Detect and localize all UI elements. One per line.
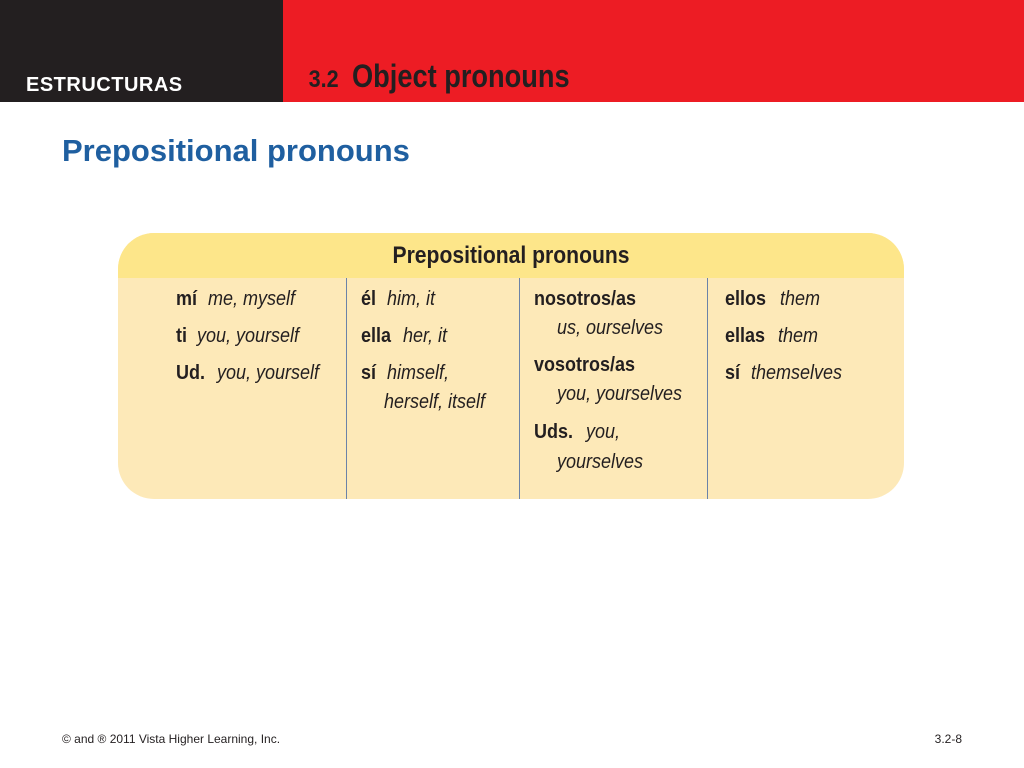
continuation-text: yourselves xyxy=(557,451,644,473)
section-heading xyxy=(307,58,608,95)
pronoun-term: ellos xyxy=(725,288,767,310)
pronoun-term: Ud. xyxy=(176,362,205,384)
pronoun-term: sí xyxy=(725,362,741,384)
pronoun-entry xyxy=(361,288,440,311)
pronoun-term: ellas xyxy=(725,325,766,347)
pronoun-entry xyxy=(725,362,852,385)
copyright-notice: © and ® 2011 Vista Higher Learning, Inc. xyxy=(62,732,281,746)
page-number: 3.2-8 xyxy=(934,732,962,746)
pronoun-meaning: you, yourself xyxy=(217,362,320,384)
table-title: Prepositional pronouns xyxy=(392,242,630,269)
header-dark-panel xyxy=(0,0,283,102)
pronoun-term: ella xyxy=(361,325,392,347)
pronoun-meaning: you, xyxy=(586,421,621,443)
pronoun-entry xyxy=(176,288,305,311)
continuation-text: us, ourselves xyxy=(557,317,664,339)
pronoun-meaning: you, yourself xyxy=(197,325,300,347)
continuation-text: you, yourselves xyxy=(557,383,683,405)
pronoun-entry xyxy=(176,325,311,348)
pronoun-meaning: them xyxy=(779,288,820,310)
pronoun-entry xyxy=(534,288,656,311)
pronoun-term: él xyxy=(361,288,377,310)
section-title: Object pronouns xyxy=(352,58,570,94)
pronoun-meaning: themselves xyxy=(750,362,842,384)
pronoun-meaning: himself, xyxy=(386,362,449,384)
pronoun-entry xyxy=(534,421,624,444)
pronoun-meaning-continued xyxy=(384,391,496,414)
pronoun-meaning: him, it xyxy=(386,288,435,310)
pronoun-meaning-continued xyxy=(557,383,696,406)
pronoun-meaning-continued xyxy=(557,451,653,474)
brand-label: ESTRUCTURAS xyxy=(26,74,183,96)
pronoun-term: mí xyxy=(176,288,198,310)
table-column-4 xyxy=(707,278,904,499)
pronoun-entry xyxy=(725,288,824,311)
pronoun-entry xyxy=(361,325,452,348)
continuation-text: herself, itself xyxy=(384,391,486,413)
pronoun-table xyxy=(118,233,904,499)
pronoun-meaning: them xyxy=(778,325,819,347)
pronoun-term: Uds. xyxy=(534,421,574,443)
pronoun-term: ti xyxy=(176,325,187,347)
pronoun-term: sí xyxy=(361,362,377,384)
pronoun-entry xyxy=(176,362,331,385)
pronoun-entry xyxy=(534,354,655,377)
pronoun-meaning: me, myself xyxy=(208,288,296,310)
table-column-3 xyxy=(519,278,708,499)
pronoun-term: nosotros/as xyxy=(534,288,637,310)
pronoun-meaning-continued xyxy=(557,317,675,340)
pronoun-entry xyxy=(725,325,823,348)
pronoun-meaning: her, it xyxy=(403,325,448,347)
table-column-1 xyxy=(118,278,346,499)
table-header xyxy=(118,233,904,278)
pronoun-term: vosotros/as xyxy=(534,354,636,376)
table-column-2 xyxy=(346,278,520,499)
section-number: 3.2 xyxy=(308,66,339,93)
page-title: Prepositional pronouns xyxy=(62,133,410,168)
pronoun-entry xyxy=(361,362,456,385)
